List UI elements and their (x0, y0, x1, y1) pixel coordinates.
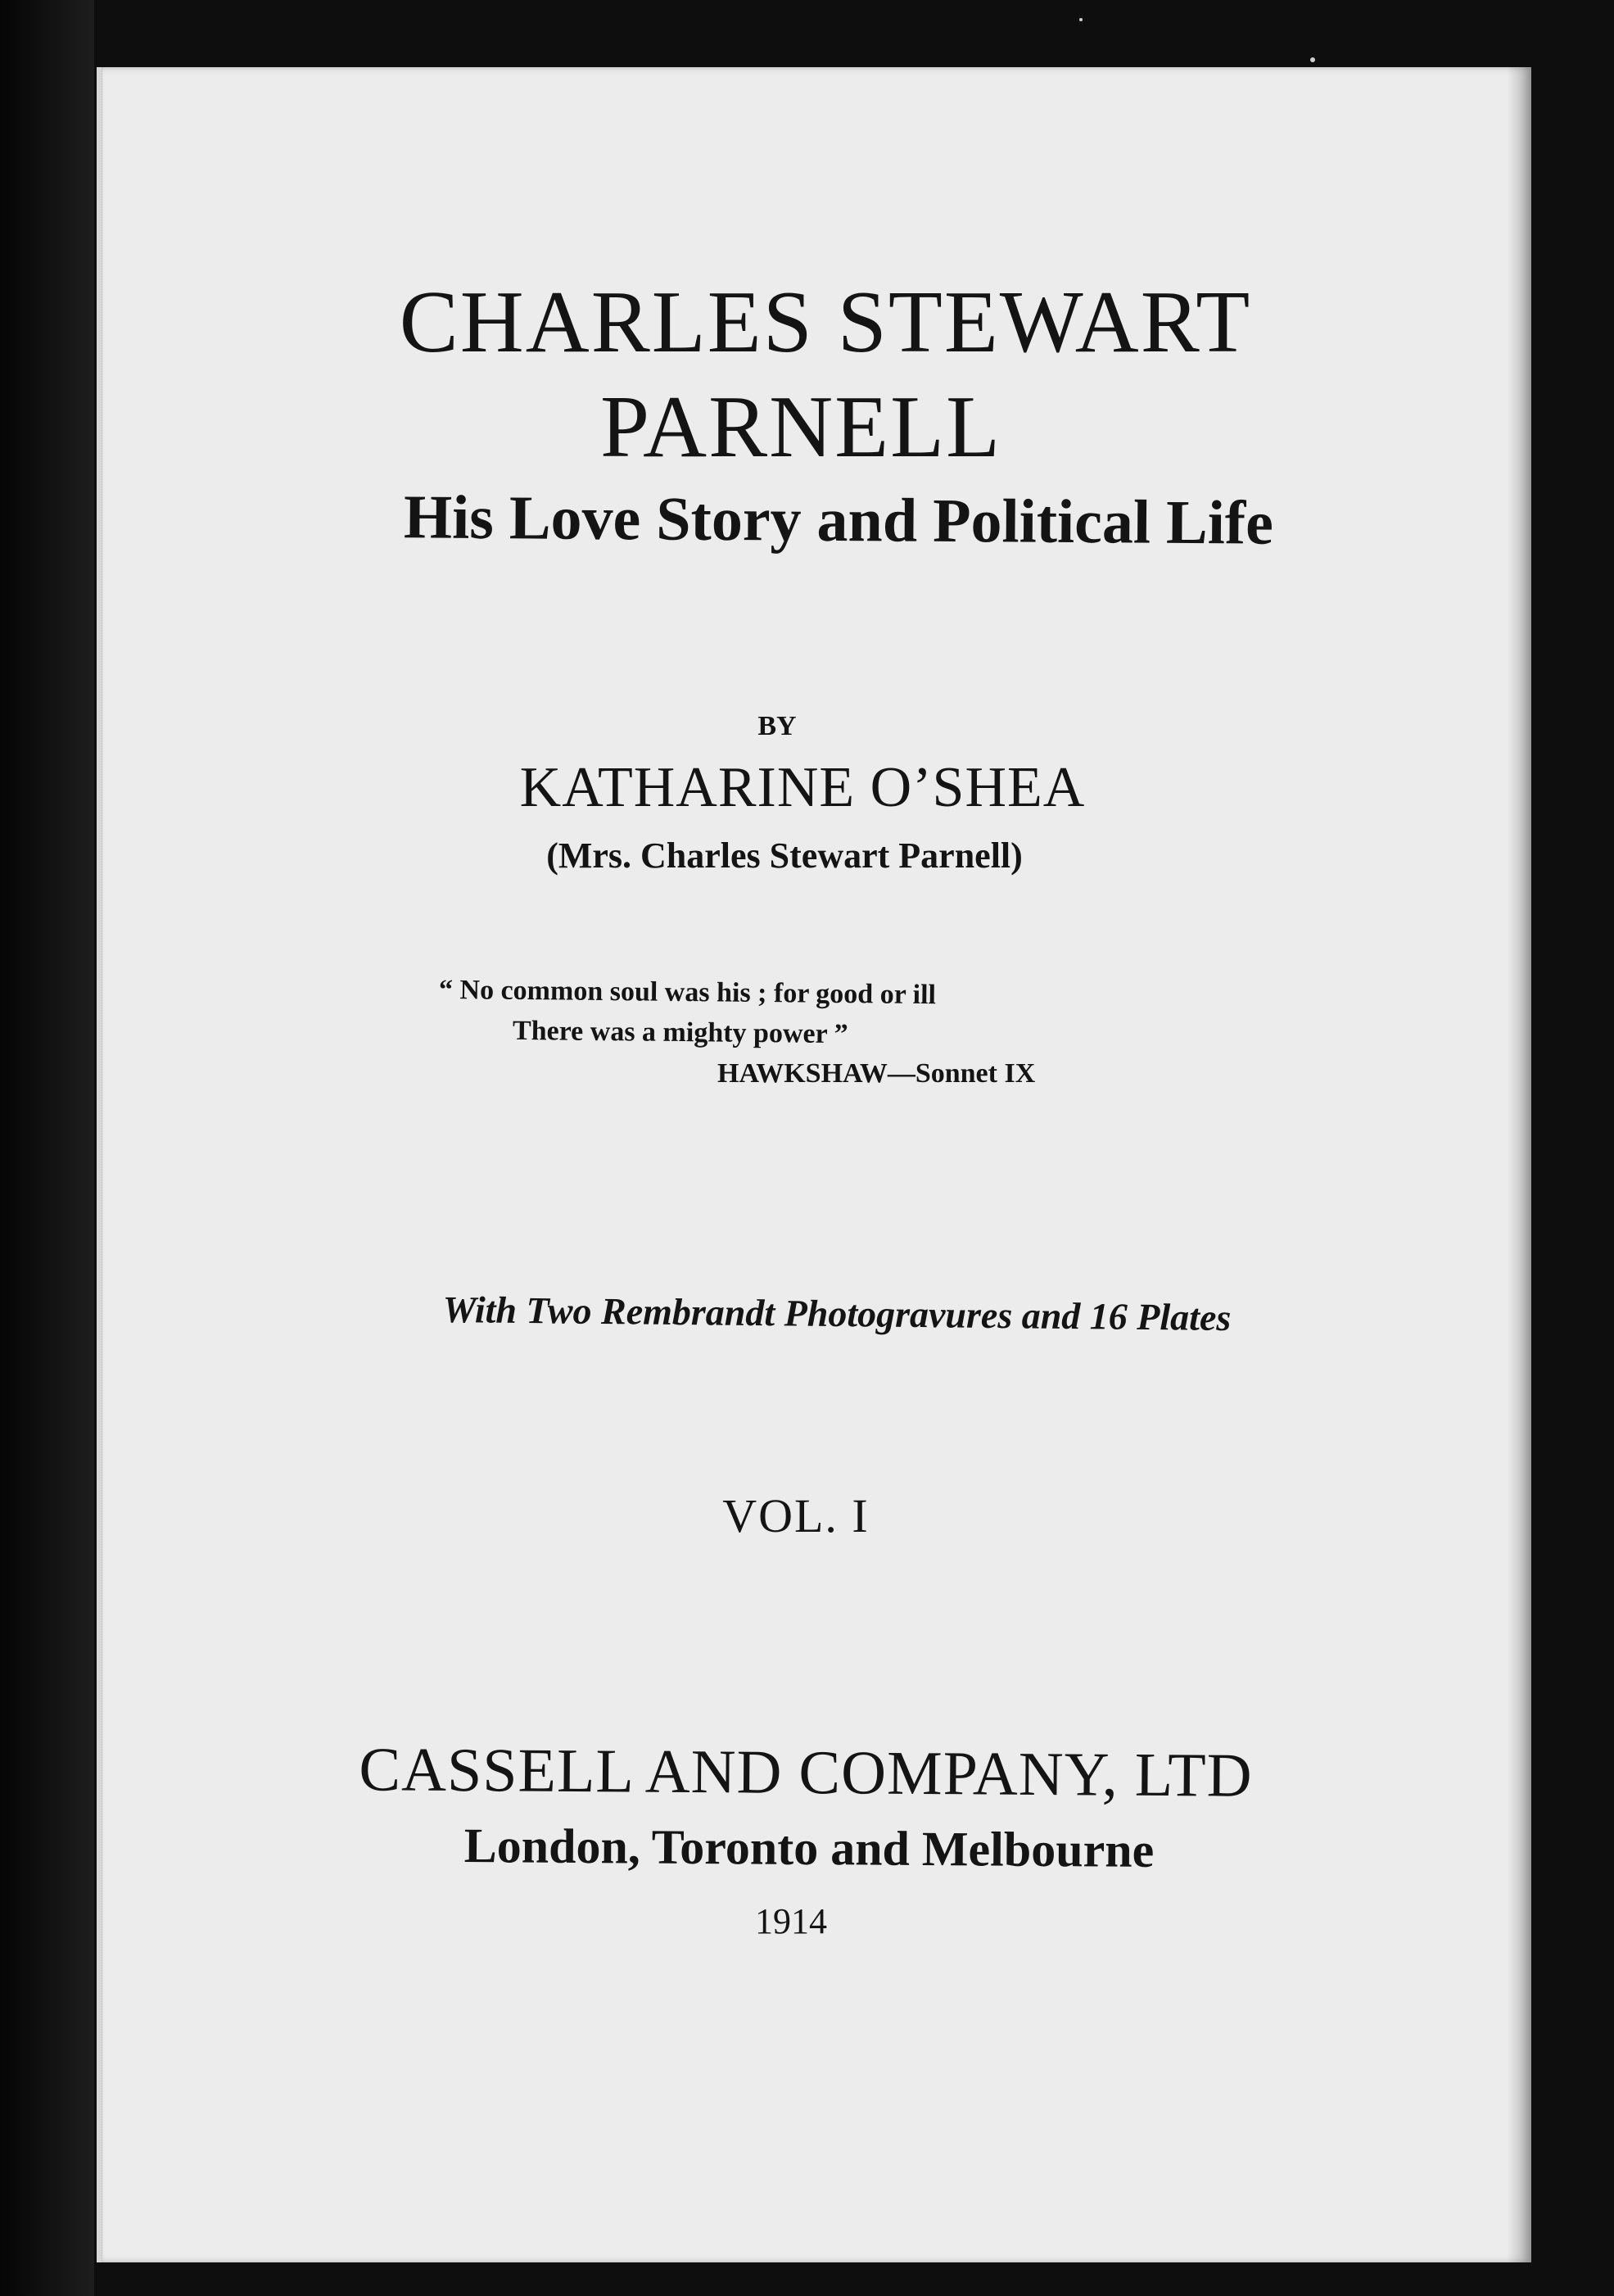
publisher-name: CASSELL AND COMPANY, LTD (359, 1735, 1253, 1810)
author-name: KATHARINE O’SHEA (519, 756, 1086, 819)
publication-year: 1914 (755, 1901, 827, 1941)
title-page (97, 67, 1531, 2262)
epigraph-line-1: “ No common soul was his ; for good or ill (438, 974, 937, 1011)
by-label: BY (757, 711, 797, 741)
epigraph-line-2: There was a mighty power ” (512, 1015, 848, 1050)
publisher-places: London, Toronto and Melbourne (463, 1818, 1155, 1877)
epigraph-attribution: HAWKSHAW—Sonnet IX (717, 1058, 1036, 1089)
author-note: (Mrs. Charles Stewart Parnell) (546, 836, 1023, 876)
scan-speck (1079, 18, 1083, 21)
scan-speck (1310, 57, 1315, 62)
subtitle: His Love Story and Political Life (403, 482, 1274, 558)
illustrations-note: With Two Rembrandt Photogravures and 16 Plates (442, 1288, 1232, 1339)
title-line-1: CHARLES STEWART (399, 274, 1252, 371)
title-line-2: PARNELL (599, 378, 1002, 476)
scan-border-left (0, 0, 94, 2296)
volume-label: VOL. I (722, 1489, 870, 1542)
